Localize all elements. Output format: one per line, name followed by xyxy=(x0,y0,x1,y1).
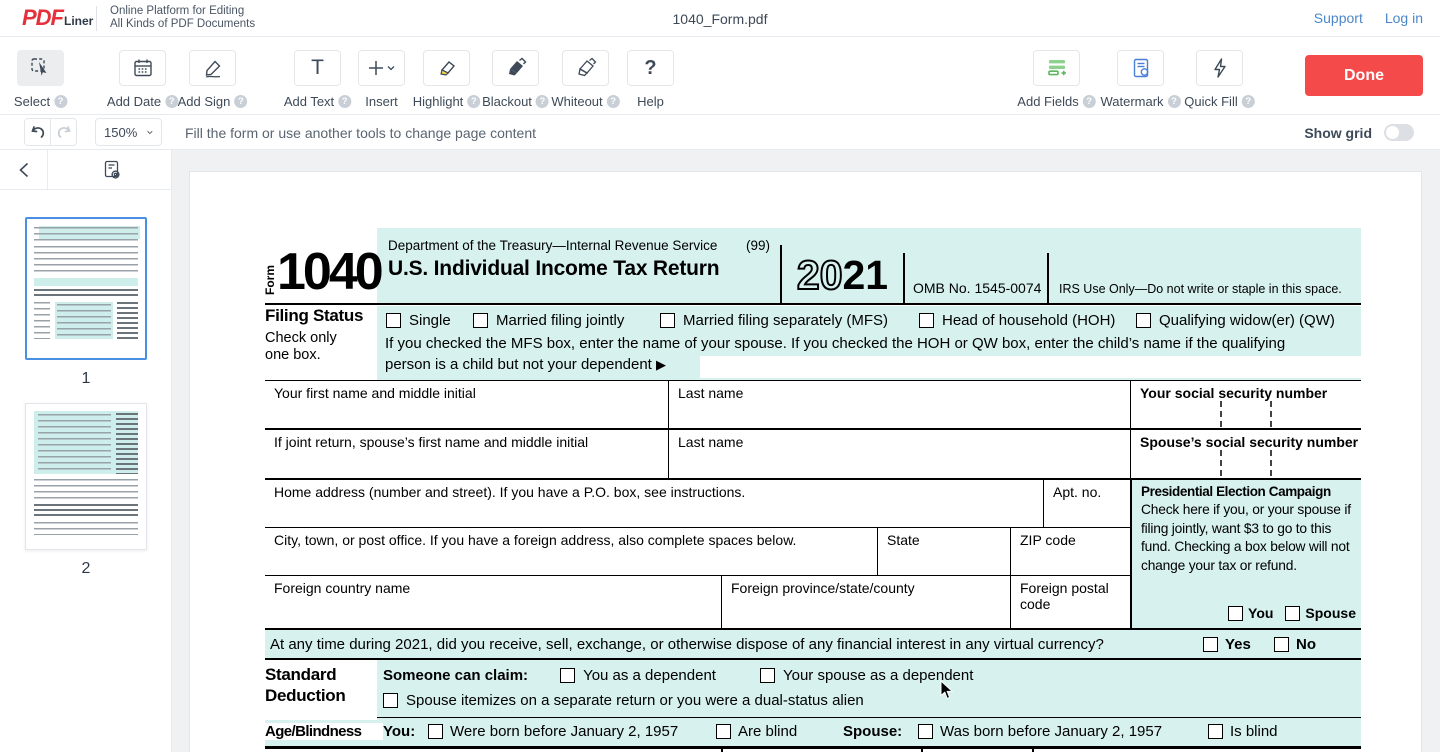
section-divider xyxy=(265,746,1361,749)
zoom-value: 150% xyxy=(104,124,138,140)
virtual-currency-question: At any time during 2021, did you receive, sell, exchange, or otherwise dispose of any financial interest in any virtual currency? xyxy=(270,636,1104,653)
show-grid-label: Show grid xyxy=(1304,124,1372,141)
page-number-2: 2 xyxy=(81,560,91,577)
checkbox[interactable] xyxy=(1274,637,1289,652)
spouse-blind-option[interactable]: Is blind xyxy=(1208,723,1278,740)
standard-deduction-label: Standard Deduction xyxy=(265,660,377,722)
checkbox[interactable] xyxy=(760,668,775,683)
redo-button[interactable] xyxy=(50,118,77,146)
check-only-note: Check only one box. xyxy=(265,330,337,363)
vc-yes-option[interactable]: Yes xyxy=(1203,636,1251,653)
checkbox[interactable] xyxy=(1228,606,1243,621)
blackout-brush-icon[interactable] xyxy=(492,50,539,86)
quick-fill-tool[interactable]: Quick Fill ? xyxy=(1196,50,1243,86)
age-blindness-row xyxy=(265,720,1361,746)
you-born-option[interactable]: Were born before January 2, 1957 xyxy=(428,723,678,740)
dept-text: Department of the Treasury—Internal Revenue Service xyxy=(388,238,718,253)
zip-field[interactable]: ZIP code xyxy=(1010,528,1130,575)
editor-canvas xyxy=(172,150,1440,752)
tax-year: 20 21 xyxy=(796,252,889,298)
chevron-left-icon xyxy=(19,162,29,178)
logo-liner-text: Liner xyxy=(64,14,94,28)
arrow-right-icon: ▶ xyxy=(656,357,667,372)
standard-deduction-section xyxy=(265,658,1361,720)
checkbox[interactable] xyxy=(1136,313,1151,328)
filing-status-section xyxy=(265,306,1361,380)
name-row xyxy=(265,380,1361,428)
blackout-tool[interactable]: Blackout ? xyxy=(492,50,539,86)
tagline: Online Platform for Editing All Kinds of PDF Documents xyxy=(110,5,256,30)
checkbox[interactable] xyxy=(428,724,443,739)
checkbox[interactable] xyxy=(383,693,398,708)
text-icon[interactable]: T xyxy=(294,50,341,86)
support-link[interactable]: Support xyxy=(1313,10,1363,26)
qualifying-name-input[interactable] xyxy=(700,356,1361,378)
insert-plus-icon[interactable] xyxy=(358,50,405,86)
last-name-field[interactable]: Last name xyxy=(668,381,1130,428)
age-blindness-label: Age/Blindness xyxy=(265,723,383,740)
page-settings-button[interactable] xyxy=(88,150,136,190)
you-label: You: xyxy=(383,723,416,740)
mouse-cursor xyxy=(940,680,954,700)
editor-hint: Fill the form or use another tools to change page content xyxy=(185,125,536,141)
select-tool[interactable]: Select ? xyxy=(17,50,64,86)
pages-sidebar xyxy=(0,150,172,752)
checkbox[interactable] xyxy=(473,313,488,328)
checkbox[interactable] xyxy=(918,724,933,739)
spouse-name-row xyxy=(265,428,1361,478)
add-text-tool[interactable]: T Add Text ? xyxy=(294,50,341,86)
city-field[interactable]: City, town, or post office. If you have a foreign address, also complete spaces below. xyxy=(274,532,797,548)
vc-no-option[interactable]: No xyxy=(1274,636,1316,653)
state-field[interactable]: State xyxy=(877,528,1010,575)
add-date-tool[interactable]: Add Date ? xyxy=(119,50,166,86)
logo-pdf-text: PDF xyxy=(22,5,63,30)
add-fields-icon[interactable] xyxy=(1033,50,1080,86)
checkbox[interactable] xyxy=(716,724,731,739)
campaign-title: Presidential Election Campaign xyxy=(1141,484,1331,499)
spouse-label: Spouse: xyxy=(843,723,903,740)
form-number: 1040 xyxy=(277,243,381,301)
help-badge-icon[interactable]: ? xyxy=(338,95,351,108)
foreign-postal-field[interactable]: Foreign postal code xyxy=(1010,576,1130,628)
page-thumbnail-2[interactable] xyxy=(25,403,147,550)
first-name-field[interactable]: Your first name and middle initial xyxy=(274,385,476,401)
home-address-field[interactable]: Home address (number and street). If you have a P.O. box, see instructions. xyxy=(274,484,746,500)
checkbox[interactable] xyxy=(919,313,934,328)
collapse-sidebar-button[interactable] xyxy=(0,150,48,190)
help-badge-icon[interactable]: ? xyxy=(234,95,247,108)
spouse-ssn-field[interactable]: Spouse’s social security number xyxy=(1130,430,1361,478)
help-badge-icon[interactable]: ? xyxy=(467,95,480,108)
help-tool[interactable]: ? Help xyxy=(627,50,674,86)
highlighter-icon[interactable] xyxy=(423,50,470,86)
checkbox[interactable] xyxy=(560,668,575,683)
presidential-campaign-box xyxy=(1130,478,1361,628)
page-settings-icon xyxy=(101,159,123,181)
lightning-icon[interactable] xyxy=(1196,50,1243,86)
zoom-select[interactable] xyxy=(95,118,162,146)
irs-use-only: IRS Use Only—Do not write or staple in this space. xyxy=(1059,282,1342,296)
help-badge-icon[interactable]: ? xyxy=(607,95,620,108)
whiteout-brush-icon[interactable] xyxy=(562,50,609,86)
main-toolbar xyxy=(0,37,1440,115)
page-thumbnail-1[interactable] xyxy=(25,217,147,360)
watermark-icon[interactable] xyxy=(1117,50,1164,86)
campaign-you-option[interactable]: You xyxy=(1228,605,1273,621)
foreign-country-field[interactable]: Foreign country name xyxy=(274,580,411,596)
foreign-province-field[interactable]: Foreign province/state/county xyxy=(721,576,1010,628)
undo-button[interactable] xyxy=(24,118,51,146)
login-link[interactable]: Log in xyxy=(1384,10,1423,26)
spouse-born-option[interactable]: Was born before January 2, 1957 xyxy=(918,723,1162,740)
help-badge-icon[interactable]: ? xyxy=(536,95,549,108)
claim-you-label: You as a dependent xyxy=(583,667,716,684)
app-header xyxy=(0,0,1440,37)
document-title: 1040_Form.pdf xyxy=(672,11,768,27)
someone-can-claim-label: Someone can claim: xyxy=(383,667,529,684)
you-blind-option[interactable]: Are blind xyxy=(716,723,797,740)
claim-spouse-label: Your spouse as a dependent xyxy=(782,667,974,684)
select-icon[interactable] xyxy=(17,50,64,86)
apt-no-field[interactable]: Apt. no. xyxy=(1043,480,1130,527)
highlight-tool[interactable]: Highlight ? xyxy=(423,50,470,86)
help-badge-icon[interactable]: ? xyxy=(54,95,67,108)
chevron-down-icon xyxy=(147,129,153,136)
omb-number: OMB No. 1545-0074 xyxy=(913,280,1042,296)
checkbox[interactable] xyxy=(1203,637,1218,652)
show-grid-toggle[interactable] xyxy=(1384,124,1414,141)
add-sign-tool[interactable]: Add Sign ? xyxy=(189,50,236,86)
help-badge-icon[interactable]: ? xyxy=(1083,95,1096,108)
add-fields-tool[interactable]: Add Fields ? xyxy=(1033,50,1080,86)
watermark-tool[interactable]: Watermark ? xyxy=(1117,50,1164,86)
help-badge-icon[interactable]: ? xyxy=(165,95,178,108)
filing-option-qw[interactable]: Qualifying widow(er) (QW) xyxy=(1136,312,1335,329)
page-number-1: 1 xyxy=(81,370,91,387)
help-badge-icon[interactable]: ? xyxy=(1168,95,1181,108)
checkbox[interactable] xyxy=(1285,606,1300,621)
checkbox[interactable] xyxy=(660,313,675,328)
pdf-page xyxy=(190,172,1421,752)
form-title: U.S. Individual Income Tax Return xyxy=(388,257,720,280)
spouse-last-name-field[interactable]: Last name xyxy=(668,430,1130,478)
calendar-icon[interactable] xyxy=(119,50,166,86)
form-1040-header xyxy=(265,228,1361,305)
spouse-first-name-field[interactable]: If joint return, spouse’s first name and middle initial xyxy=(274,434,589,450)
filing-option-single[interactable]: Single xyxy=(386,312,451,329)
sub-toolbar xyxy=(0,115,1440,150)
signature-pen-icon[interactable] xyxy=(189,50,236,86)
mfs-note-line2: person is a child but not your dependent ▶ xyxy=(385,356,667,373)
done-button[interactable]: Done xyxy=(1305,55,1423,96)
ninety-nine: (99) xyxy=(745,238,770,253)
checkbox[interactable] xyxy=(386,313,401,328)
insert-tool[interactable]: Insert xyxy=(358,50,405,86)
virtual-currency-row xyxy=(265,628,1361,658)
spouse-itemizes-label: Spouse itemizes on a separate return or you were a dual-status alien xyxy=(406,692,864,709)
mfs-note-line1: If you checked the MFS box, enter the name of your spouse. If you checked the HOH or QW box, enter the child’s name if the qualifying xyxy=(385,335,1286,352)
your-ssn-field[interactable]: Your social security number xyxy=(1130,381,1361,428)
help-badge-icon[interactable]: ? xyxy=(1242,95,1255,108)
filing-option-mfs[interactable]: Married filing separately (MFS) xyxy=(660,312,888,329)
whiteout-tool[interactable]: Whiteout ? xyxy=(562,50,609,86)
campaign-body: Check here if you, or your spouse if filing jointly, want $3 to go to this fund. Checking a box below will not change your tax or refund. xyxy=(1141,502,1351,573)
campaign-spouse-option[interactable]: Spouse xyxy=(1285,605,1356,621)
filing-option-mfj[interactable]: Married filing jointly xyxy=(473,312,624,329)
question-icon[interactable]: ? xyxy=(627,50,674,86)
form-word: Form xyxy=(263,265,277,295)
filing-option-hoh[interactable]: Head of household (HOH) xyxy=(919,312,1115,329)
filing-status-label: Filing Status xyxy=(265,306,364,325)
checkbox[interactable] xyxy=(1208,724,1223,739)
